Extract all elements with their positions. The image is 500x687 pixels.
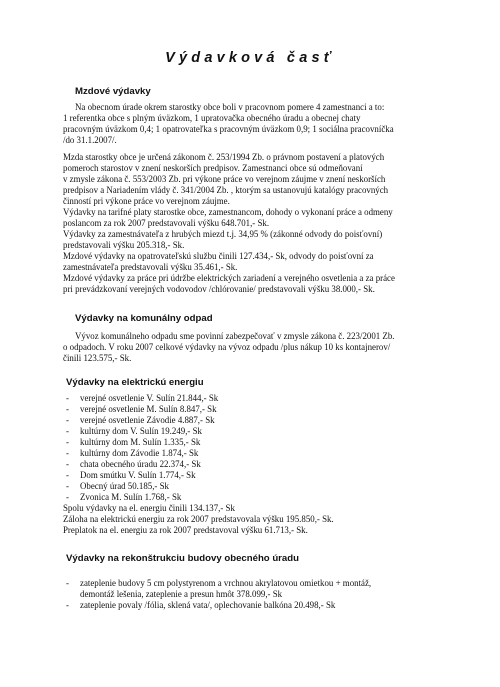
- heading-rekonstrukcia-budovy: Výdavky na rekonštrukciu budovy obecného úradu: [66, 553, 299, 564]
- list-item: Dom smútku V. Sulín 1.774,- Sk: [80, 470, 196, 480]
- list-item: Obecný úrad 50.185,- Sk: [80, 481, 169, 491]
- text-line: Výdavky na tarifné platy starostke obce, zamestnancom, dohody o vykonaní práce a odmeny: [63, 207, 393, 217]
- bullet-dash: -: [66, 470, 69, 480]
- heading-komunalny-odpad: Výdavky na komunálny odpad: [75, 313, 213, 324]
- text-line: Mzdové výdavky za práce pri údržbe elektrických zariadení a verejného osvetlenia a za práce: [63, 273, 395, 283]
- bullet-dash: -: [66, 481, 69, 491]
- text-line: Vývoz komunálneho odpadu sme povinní zabezpečovať v zmysle zákona č. 223/2001 Zb.: [75, 331, 395, 341]
- list-item: Zvonica M. Sulín 1.768,- Sk: [80, 492, 182, 502]
- text-line: v zmysle zákona č. 553/2003 Zb. pri výkone práce vo verejnom záujme v znení neskorších: [63, 174, 386, 184]
- bullet-dash: -: [66, 404, 69, 414]
- text-line: Preplatok na el. energiu za rok 2007 predstavoval výšku 61.713,- Sk.: [63, 525, 308, 535]
- text-line: poslancom za rok 2007 predstavovali výšku 648.701,- Sk.: [63, 218, 270, 228]
- text-line: 1 referentka obce s plným úväzkom, 1 upratovačka obecného úradu a obecnej chaty: [63, 113, 361, 123]
- text-line: pracovným úväzkom 0,4; 1 opatrovateľka s pracovným úväzkom 0,9; 1 sociálna pracovníčka: [63, 124, 394, 134]
- text-line: Mzda starostky obce je určená zákonom č. 253/1994 Zb. o právnom postavení a platových: [63, 152, 385, 162]
- bullet-dash: -: [66, 426, 69, 436]
- list-item-continuation: demontáž lešenia, zateplenie a presun hmôt 378.099,- Sk: [80, 589, 283, 599]
- text-line: predstavovali výšku 205.318,- Sk.: [63, 240, 185, 250]
- bullet-dash: -: [66, 415, 69, 425]
- list-item: kultúrny dom M. Sulín 1.335,- Sk: [80, 437, 201, 447]
- bullet-dash: -: [66, 600, 69, 610]
- list-item: verejné osvetlenie V. Sulín 21.844,- Sk: [80, 393, 219, 403]
- text-line: pri prevádzkovaní verejných vodovodov /chlórovanie/ predstavovali výšku 38.000,- Sk.: [63, 284, 375, 294]
- page-title: Výdavková časť: [165, 50, 335, 66]
- bullet-dash: -: [66, 578, 69, 588]
- heading-mzdove-vydavky: Mzdové výdavky: [75, 86, 151, 97]
- bullet-dash: -: [66, 393, 69, 403]
- text-line: Výdavky za zamestnávateľa z hrubých miezd t.j. 34,95 % (zákonné odvody do poisťovní): [63, 229, 383, 239]
- text-line: predpisov a Nariadením vlády č. 341/2004 Zb. , ktorým sa ustanovujú katalógy pracovných: [63, 185, 389, 195]
- bullet-dash: -: [66, 437, 69, 447]
- text-line: činili 123.575,- Sk.: [63, 353, 132, 363]
- list-item: verejné osvetlenie Závodie 4.887,- Sk: [80, 415, 215, 425]
- list-item: kultúrny dom V. Sulín 19.249,- Sk: [80, 426, 202, 436]
- list-item: chata obecného úradu 22.374,- Sk: [80, 459, 201, 469]
- bullet-dash: -: [66, 448, 69, 458]
- text-line: Záloha na elektrickú energiu za rok 2007 predstavovala výšku 195.850,- Sk.: [63, 514, 334, 524]
- text-line: pomeroch starostov v znení neskorších predpisov. Zamestnanci obce sú odmeňovaní: [63, 163, 363, 173]
- text-line: Na obecnom úrade okrem starostky obce boli v pracovnom pomere 4 zamestnanci a to:: [75, 102, 385, 112]
- text-line: Mzdové výdavky na opatrovateľskú službu činili 127.434,- Sk, odvody do poisťovní za: [63, 251, 374, 261]
- bullet-dash: -: [66, 492, 69, 502]
- text-line: činností pri výkone práce vo verejnom záujme.: [63, 196, 230, 206]
- heading-elektricka-energia: Výdavky na elektrickú energiu: [66, 377, 204, 388]
- list-item: zateplenie povaly /fólia, sklená vata/, oplechovanie balkóna 20.498,- Sk: [80, 600, 336, 610]
- list-item: zateplenie budovy 5 cm polystyrenom a vrchnou akrylatovou omietkou + montáž,: [80, 578, 372, 588]
- list-item: verejné osvetlenie M. Sulín 8.847,- Sk: [80, 404, 217, 414]
- text-line: zamestnávateľa predstavovali výšku 35.461,- Sk.: [63, 262, 238, 272]
- bullet-dash: -: [66, 459, 69, 469]
- text-line: o odpadoch. V roku 2007 celkové výdavky na vývoz odpadu /plus nákup 10 ks kontajnerov/: [63, 342, 391, 352]
- text-line: Spolu výdavky na el. energiu činili 134.137,- Sk: [63, 503, 235, 513]
- text-line: /do 31.1.2007/.: [63, 135, 117, 145]
- list-item: kultúrny dom Závodie 1.874,- Sk: [80, 448, 199, 458]
